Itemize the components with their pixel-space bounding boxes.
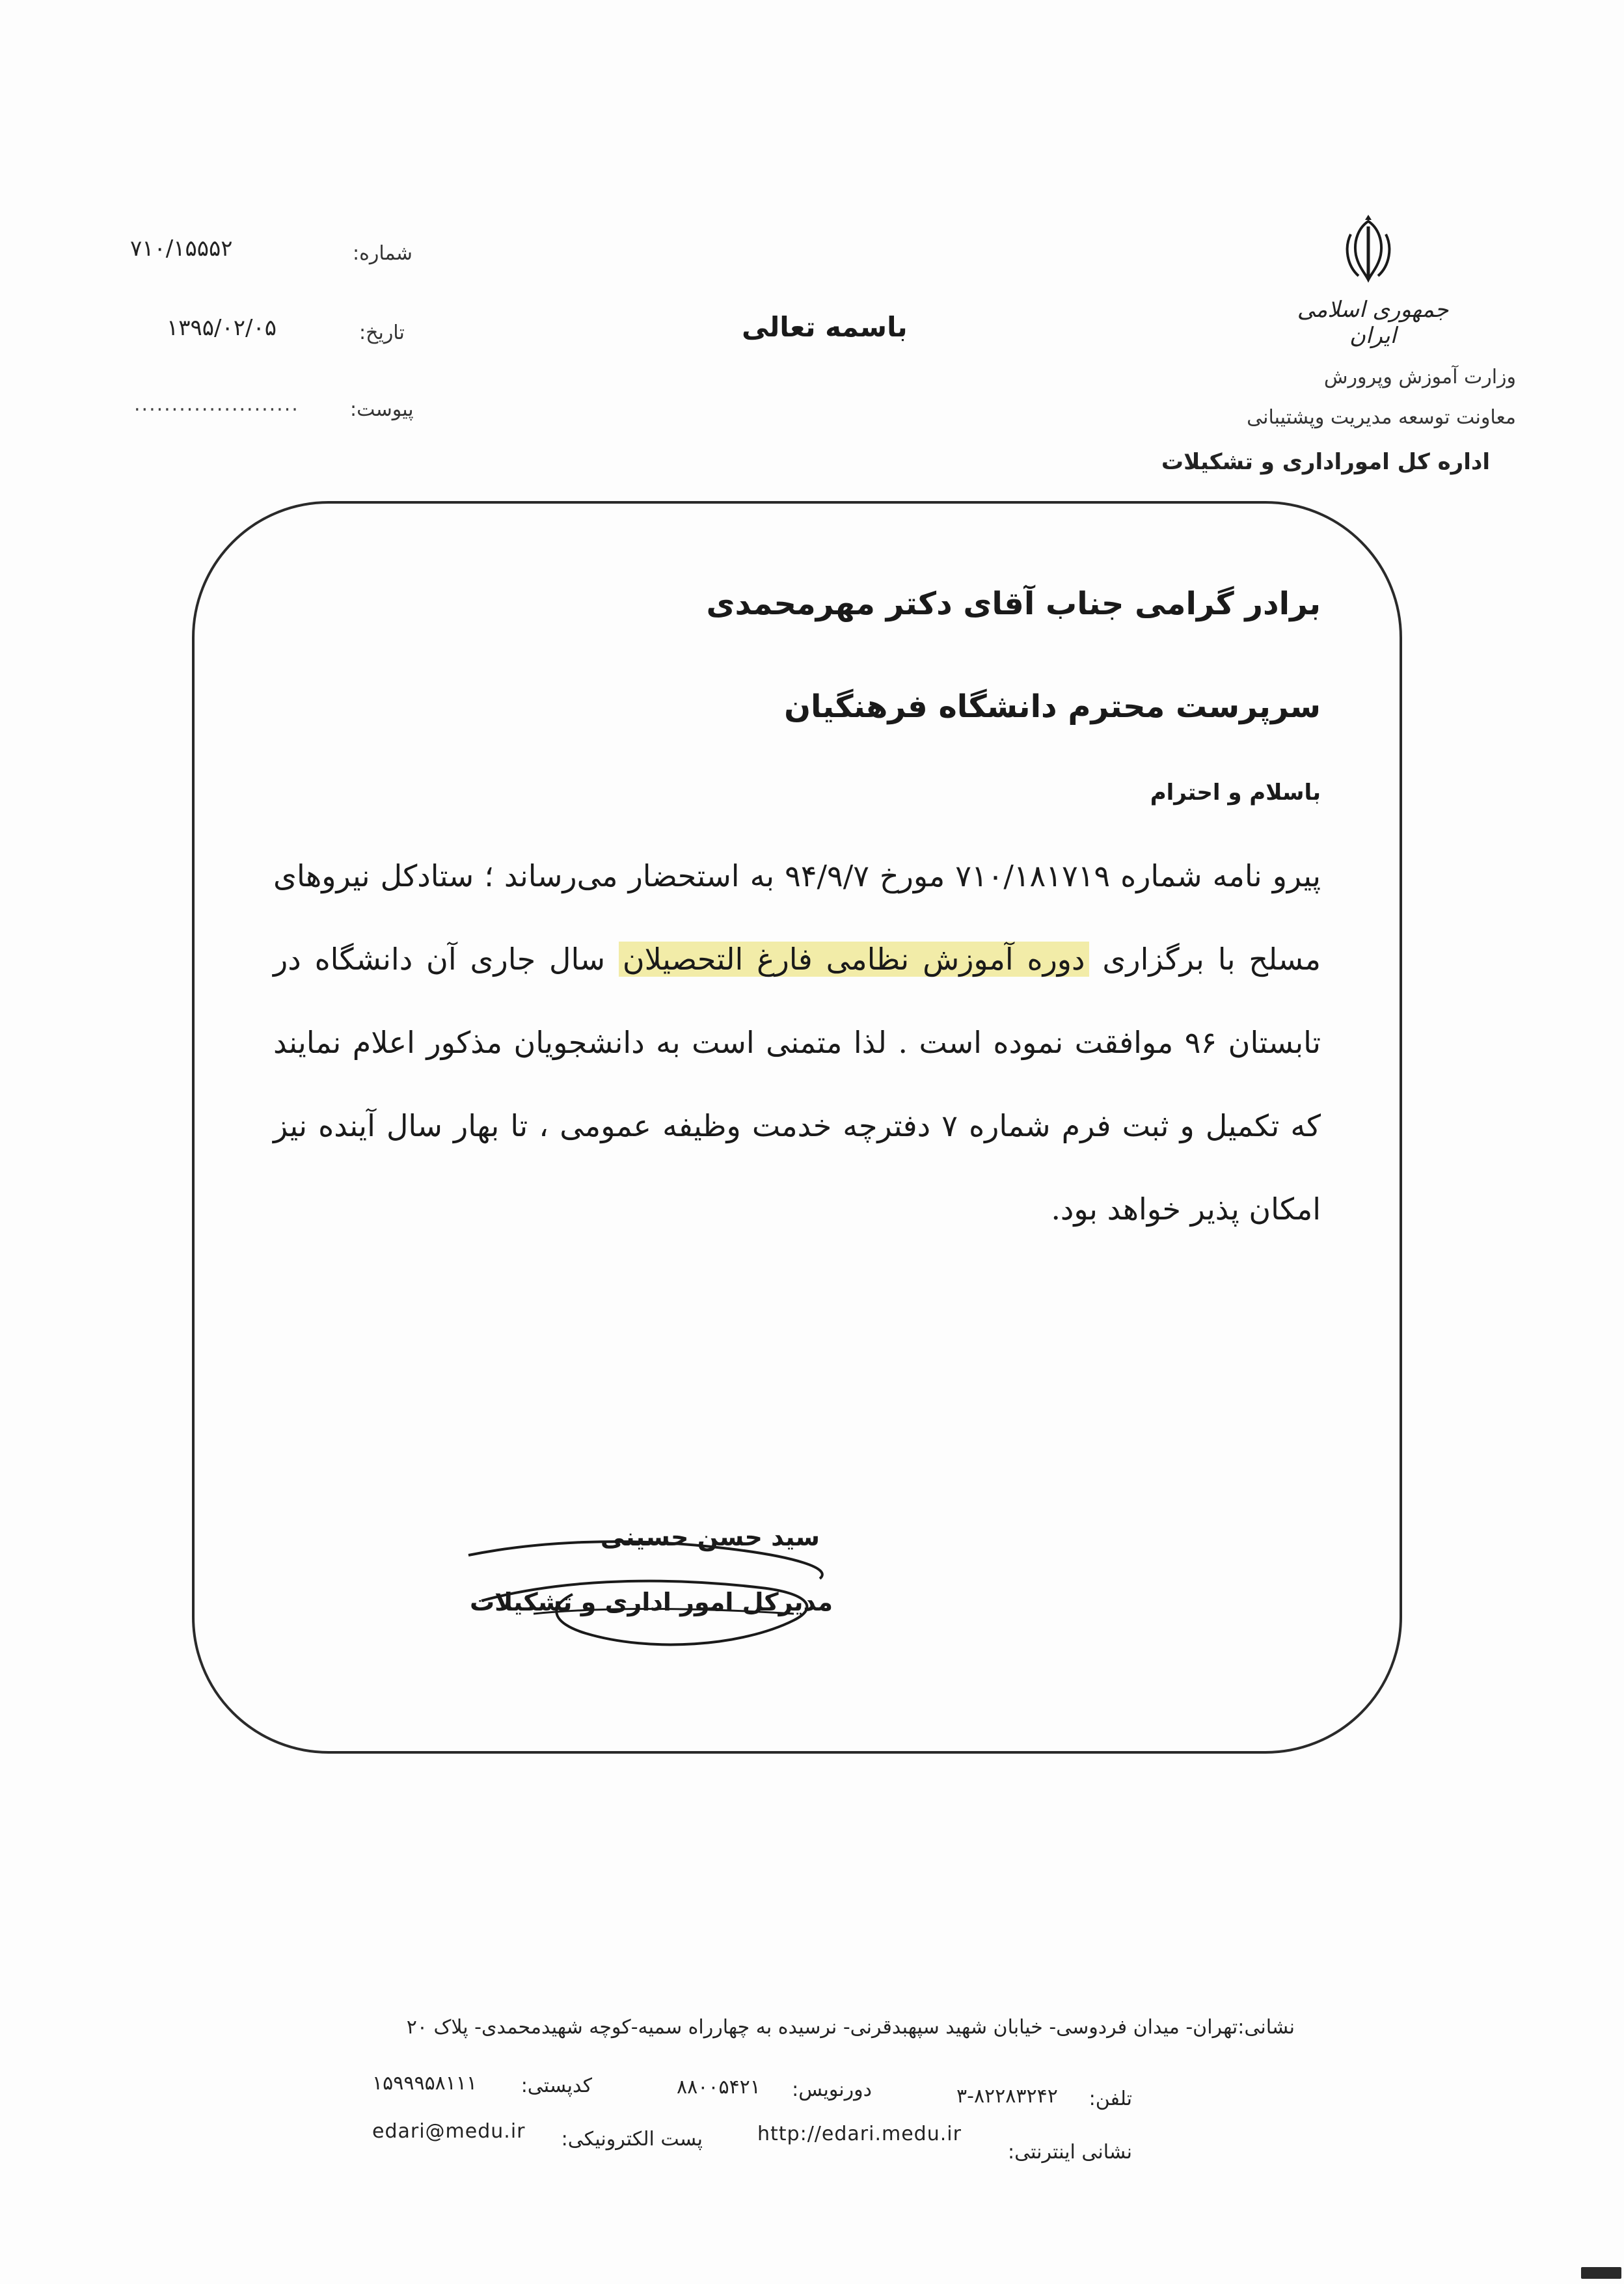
letter-body — [273, 834, 1321, 1251]
body-text-2: سال جاری آن دانشگاه در تابستان ۹۶ موافقت نموده است . لذا متمنی است به دانشجویان مذکور اعلام نمایند که تکمیل و ثبت فرم شماره ۷ دفترچه خدمت وظیفه عمومی ، تا بهار سال آینده نیز امکان پذیر خواهد بود. — [273, 942, 1321, 1227]
date-label: تاریخ: — [359, 321, 405, 344]
attachment-value: ...................... — [134, 393, 299, 416]
web-link[interactable]: http://edari.medu.ir — [757, 2123, 962, 2145]
addressee-line-2: سرپرست محترم دانشگاه فرهنگیان — [784, 688, 1321, 725]
email-label: پست الکترونیکی: — [561, 2128, 703, 2151]
postal-value: ۱۵۹۹۹۵۸۱۱۱ — [372, 2072, 478, 2095]
basmala: باسمه تعالی — [742, 311, 908, 343]
org-department: اداره کل اموراداری و تشکیلات — [1161, 449, 1490, 475]
signatory-title: مدیرکل امور اداری و تشکیلات — [469, 1588, 833, 1616]
postal-label: کدپستی: — [521, 2074, 592, 2097]
number-value: ۷۱۰/۱۵۵۵۲ — [130, 236, 233, 262]
date-value: ۱۳۹۵/۰۲/۰۵ — [167, 315, 277, 341]
org-ministry: وزارت آموزش وپرورش — [1323, 366, 1516, 388]
phone-label: تلفن: — [1089, 2087, 1132, 2110]
signatory-name: سید حسن حسینی — [600, 1523, 820, 1551]
body-text-1: پیرو نامه شماره ۷۱۰/۱۸۱۷۱۹ مورخ ۹۴/۹/۷ به استحضار می‌رساند ؛ ستادکل نیروهای مسلح با برگزاری — [273, 858, 1321, 977]
corner-watermark — [1581, 2267, 1621, 2279]
number-label: شماره: — [353, 242, 413, 265]
web-label: نشانی اینترنتی: — [1007, 2141, 1132, 2164]
attachment-label: پیوست: — [350, 398, 414, 421]
fax-label: دورنویس: — [792, 2078, 872, 2101]
org-deputy: معاونت توسعه مدیریت وپشتیبانی — [1247, 406, 1516, 429]
iran-emblem-icon — [1339, 215, 1398, 286]
email-link[interactable]: edari@medu.ir — [372, 2120, 526, 2143]
fax-value: ۸۸۰۰۵۴۲۱ — [677, 2076, 761, 2099]
body-highlight: دوره آموزش نظامی فارغ التحصیلان — [619, 942, 1089, 977]
phone-value: ۳-۸۲۲۸۳۲۴۲ — [956, 2085, 1058, 2108]
addressee-line-1: برادر گرامی جناب آقای دکتر مهرمحمدی — [706, 586, 1321, 622]
org-script-title: جمهوری اسلامی ایران — [1297, 297, 1449, 349]
greeting: باسلام و احترام — [1150, 780, 1321, 806]
footer-address: نشانی:تهران- میدان فردوسی- خیابان شهید سپهبدقرنی- نرسیده به چهارراه سمیه-کوچه شهیدمحمدی- پلاک ۲۰ — [406, 2016, 1295, 2039]
